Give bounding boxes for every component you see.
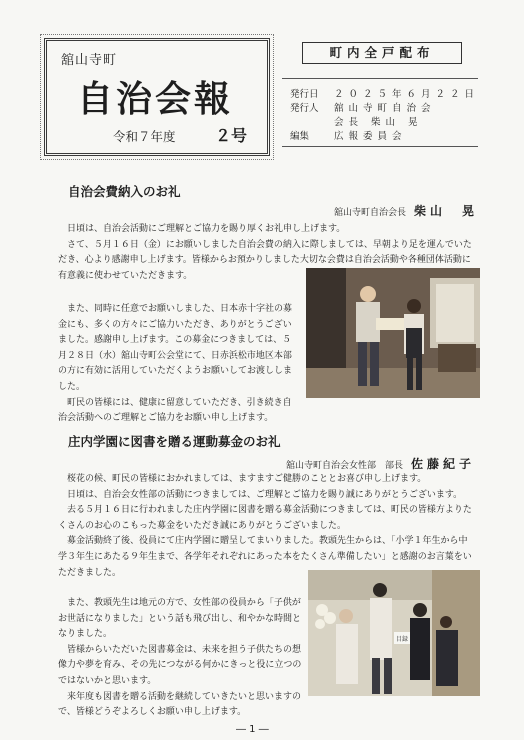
publisher-rule-bottom [282,146,478,147]
article1-para-3: また、同時に任意でお願いしました、日本赤十字社の募金にも、多くの方々にご協力いただき、ありがとうございました。感謝申し上げます。この募金につきましては、５月２８日（水）舘山寺町公会堂にて、日赤浜松市地区本部の方に有効に活用していただくようお願いしてお渡ししました。 [58,304,293,392]
article2-para-3: 去る５月１６日に行われました庄内学園に図書を贈る募金活動につきましては、町民の皆様方よりたくさんのお心のこもった募金をいただき誠にありがとうございました。 [58,505,472,531]
masthead [44,38,270,156]
publisher-value: 舘山寺町自治会 [334,103,436,114]
article2-author-org: 舘山寺町自治会女性部 部長 [286,461,404,471]
chair-value: 会長 柴山 晃 [334,117,423,128]
article1-byline [334,202,478,219]
publish-date: ２０２５年６月２２日 [334,89,480,100]
editor-label: 編集 [290,131,310,142]
article1-para-1: 日頃は、自治会活動にご理解とご協力を賜り厚くお礼申し上げます。 [67,224,346,234]
editor-row [290,128,407,142]
article1-para-2: さて、５月１６日（金）にお願いしました自治会費の納入に際しましては、早朝より足を運んでいただき、心より感謝申し上げます。皆様からお預かりしました大切な会費は自治会活動や各種団体活動に有意義に使わせていただきます。 [58,239,472,281]
article2-para-5: また、教頭先生は地元の方で、女性部の役員から「子供がお世話になりました」という話も飛び出し、和やかな時間となりました。 [58,598,302,640]
fiscal-year: 令和７年度 [113,129,176,144]
article1-para-4: 町民の皆様には、健康に留意していただき、引き続き自治会活動へのご理解とご協力をお願い申し上げます。 [58,397,292,424]
article2-body-side [58,596,304,721]
publisher-row [290,100,436,114]
publish-date-row [290,86,479,100]
page-number: ― 1 ― [236,724,269,735]
catalog-sign-text: 目録 [396,636,409,643]
publisher-rule-top [282,78,478,79]
books-photo-illustration [308,570,480,696]
article2-para-4: 募金活動終了後、役員にて庄内学園に贈呈してまいりました。教頭先生からは、「小学１年生から中学３年生にあたる９年生まで、各学年それぞれにあった本をたくさん準備したい」と感謝のお言葉をいただきました。 [58,536,472,578]
distribution-box: 町内全戸配布 [302,42,462,64]
books-photo [308,570,480,696]
article2-body-top [58,472,476,581]
article2-para-6: 皆様からいただいた図書募金は、未来を担う子供たちの想像力や夢を育み、その先につながる何かにきっと役に立つのではないかと思います。 [58,644,302,686]
article2-para-7: 来年度も図書を贈る活動を継続していきたいと思いますので、皆様どうぞよろしくお願い申し上げます。 [58,691,302,718]
issue-number: ２号 [215,126,248,145]
publisher-label: 発行人 [290,103,319,114]
article1-body-side [58,302,300,427]
newsletter-title: 自治会報 [77,78,234,120]
article2-para-1: 桜花の候、町民の皆様におかれましては、ますますご健勝のこととお喜び申し上げます。 [67,474,427,484]
donation-photo [306,268,480,398]
editor-value: 広報委員会 [334,131,407,142]
article2-author-name: 佐藤紀子 [411,457,476,471]
article1-author-name: 柴山 晃 [414,204,479,218]
donation-photo-illustration [306,268,480,398]
publish-date-label: 発行日 [290,89,319,100]
article1-author-org: 舘山寺町自治会長 [334,208,407,218]
article2-heading: 庄内学園に図書を贈る運動募金のお礼 [68,434,281,449]
article1-heading: 自治会費納入のお礼 [68,184,181,199]
article2-byline [286,455,475,472]
chair-row [290,114,423,128]
town-name: 舘山寺町 [61,53,118,68]
article2-para-2: 日頃は、自治会女性部の活動につきましては、ご理解とご協力を賜り誠にありがとうございます。 [67,489,463,500]
